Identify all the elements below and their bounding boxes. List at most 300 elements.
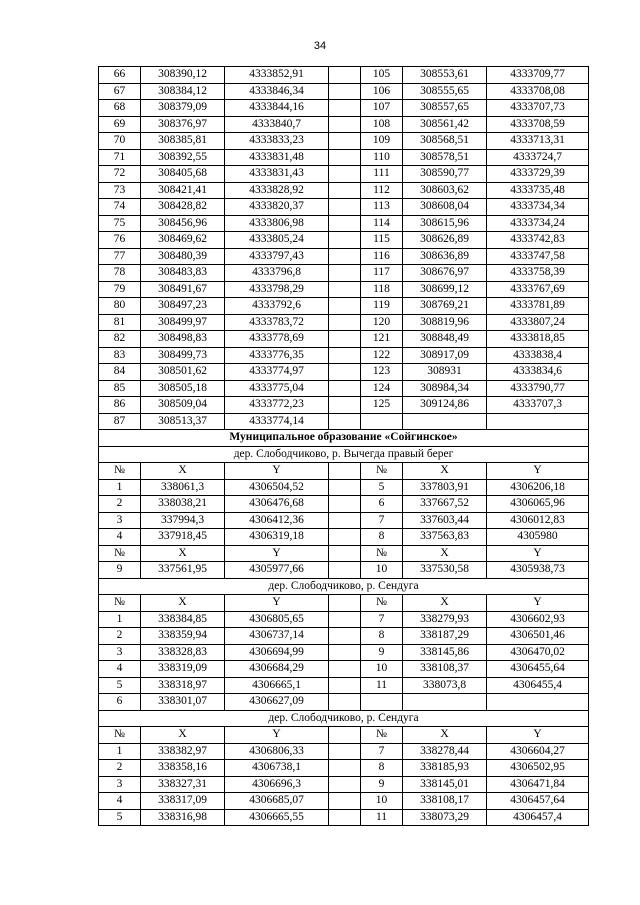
separator-cell — [329, 644, 361, 661]
column-header: № — [361, 463, 403, 480]
separator-cell — [329, 215, 361, 232]
table-cell: 308499,73 — [141, 347, 225, 364]
table-cell: 4333852,91 — [225, 67, 329, 84]
table-row — [99, 166, 589, 183]
table-cell: 308469,62 — [141, 232, 225, 249]
table-cell — [361, 694, 403, 711]
table-cell: 3 — [99, 644, 141, 661]
table-row — [99, 776, 589, 793]
column-header: № — [99, 595, 141, 612]
table-cell: 338061,3 — [141, 479, 225, 496]
column-header: X — [403, 595, 487, 612]
table-row — [99, 347, 589, 364]
table-cell: 4333818,85 — [487, 331, 589, 348]
table-cell: 79 — [99, 281, 141, 298]
table-row — [99, 116, 589, 133]
table-cell: 4333742,83 — [487, 232, 589, 249]
section-title — [99, 710, 589, 727]
table-cell: 308603,62 — [403, 182, 487, 199]
table-cell: 5 — [99, 677, 141, 694]
table-cell: 338187,29 — [403, 628, 487, 645]
table-cell: 4333767,69 — [487, 281, 589, 298]
separator-cell — [329, 314, 361, 331]
table-cell: 3 — [99, 776, 141, 793]
separator-cell — [329, 397, 361, 414]
table-cell: 338073,8 — [403, 677, 487, 694]
table-cell: 308456,96 — [141, 215, 225, 232]
table-cell: 69 — [99, 116, 141, 133]
separator-cell — [329, 199, 361, 216]
table-cell: 1 — [99, 479, 141, 496]
table-cell: 4333790,77 — [487, 380, 589, 397]
separator-cell — [329, 595, 361, 612]
table-cell: 4333724,7 — [487, 149, 589, 166]
table-cell: 308480,39 — [141, 248, 225, 265]
table-cell: 338073,29 — [403, 809, 487, 826]
column-header-row — [99, 595, 589, 612]
table-row — [99, 149, 589, 166]
table-cell: 87 — [99, 413, 141, 430]
column-header: X — [141, 727, 225, 744]
separator-cell — [329, 298, 361, 315]
table-cell: 82 — [99, 331, 141, 348]
table-cell: 84 — [99, 364, 141, 381]
table-cell: 86 — [99, 397, 141, 414]
column-header: X — [141, 463, 225, 480]
table-cell: 67 — [99, 83, 141, 100]
column-header: Y — [225, 595, 329, 612]
table-cell: 4333807,24 — [487, 314, 589, 331]
table-cell: 338317,09 — [141, 793, 225, 810]
table-row — [99, 529, 589, 546]
table-cell: 4333735,48 — [487, 182, 589, 199]
table-cell: 6 — [99, 694, 141, 711]
column-header: Y — [225, 727, 329, 744]
table-cell: 125 — [361, 397, 403, 414]
table-cell: 9 — [361, 776, 403, 793]
section-title-cell: дер. Слободчиково, р. Вычегда правый берег — [99, 446, 589, 463]
table-cell: 117 — [361, 265, 403, 282]
column-header: Y — [487, 595, 589, 612]
table-cell: 105 — [361, 67, 403, 84]
table-cell: 308376,97 — [141, 116, 225, 133]
table-cell: 108 — [361, 116, 403, 133]
table-cell: 4306504,52 — [225, 479, 329, 496]
table-cell: 337561,95 — [141, 562, 225, 579]
separator-cell — [329, 677, 361, 694]
table-row — [99, 314, 589, 331]
table-cell: 4333831,48 — [225, 149, 329, 166]
table-cell: 308676,97 — [403, 265, 487, 282]
separator-cell — [329, 694, 361, 711]
table-cell: 112 — [361, 182, 403, 199]
column-header: Y — [225, 463, 329, 480]
table-cell: 308699,12 — [403, 281, 487, 298]
table-cell: 4306627,09 — [225, 694, 329, 711]
separator-cell — [329, 661, 361, 678]
table-row — [99, 67, 589, 84]
table-cell: 308578,51 — [403, 149, 487, 166]
table-cell: 308498,83 — [141, 331, 225, 348]
table-cell: 337803,91 — [403, 479, 487, 496]
table-cell: 308769,21 — [403, 298, 487, 315]
table-cell: 308390,12 — [141, 67, 225, 84]
table-cell: 338278,44 — [403, 743, 487, 760]
table-cell: 338145,86 — [403, 644, 487, 661]
table-cell: 4333783,72 — [225, 314, 329, 331]
table-cell: 124 — [361, 380, 403, 397]
table-cell: 308819,96 — [403, 314, 487, 331]
table-cell: 4306501,46 — [487, 628, 589, 645]
table-cell: 4333806,98 — [225, 215, 329, 232]
table-cell: 2 — [99, 496, 141, 513]
table-cell: 4333792,6 — [225, 298, 329, 315]
table-cell: 4306206,18 — [487, 479, 589, 496]
table-cell: 11 — [361, 809, 403, 826]
table-cell: 308608,04 — [403, 199, 487, 216]
table-cell: 337530,58 — [403, 562, 487, 579]
table-cell: 4333834,6 — [487, 364, 589, 381]
separator-cell — [329, 611, 361, 628]
table-cell: 308509,04 — [141, 397, 225, 414]
table-cell: 4333774,14 — [225, 413, 329, 430]
column-header-row — [99, 463, 589, 480]
column-header: X — [141, 545, 225, 562]
table-cell: 4333831,43 — [225, 166, 329, 183]
table-row — [99, 760, 589, 777]
table-cell: 4 — [99, 529, 141, 546]
table-cell: 308505,18 — [141, 380, 225, 397]
separator-cell — [329, 760, 361, 777]
table-cell: 4306455,64 — [487, 661, 589, 678]
table-cell: 8 — [361, 628, 403, 645]
table-row — [99, 644, 589, 661]
table-cell: 308590,77 — [403, 166, 487, 183]
table-row — [99, 397, 589, 414]
table-cell: 308626,89 — [403, 232, 487, 249]
column-header: X — [403, 545, 487, 562]
table-cell: 113 — [361, 199, 403, 216]
table-cell: 9 — [361, 644, 403, 661]
table-cell: 308917,09 — [403, 347, 487, 364]
table-cell: 337918,45 — [141, 529, 225, 546]
table-cell: 2 — [99, 628, 141, 645]
table-row — [99, 83, 589, 100]
separator-cell — [329, 463, 361, 480]
table-cell: 4333776,35 — [225, 347, 329, 364]
table-cell: 7 — [361, 512, 403, 529]
table-cell: 4306694,99 — [225, 644, 329, 661]
table-cell: 4333838,4 — [487, 347, 589, 364]
table-cell: 338327,31 — [141, 776, 225, 793]
table-row — [99, 562, 589, 579]
section-title — [99, 446, 589, 463]
table-cell: 6 — [361, 496, 403, 513]
separator-cell — [329, 248, 361, 265]
table-cell: 119 — [361, 298, 403, 315]
table-cell: 120 — [361, 314, 403, 331]
table-cell: 308385,81 — [141, 133, 225, 150]
separator-cell — [329, 727, 361, 744]
table-cell: 4306665,55 — [225, 809, 329, 826]
separator-cell — [329, 413, 361, 430]
table-cell: 4333798,29 — [225, 281, 329, 298]
separator-cell — [329, 331, 361, 348]
separator-cell — [329, 364, 361, 381]
table-cell: 4306685,07 — [225, 793, 329, 810]
table-cell: 338316,98 — [141, 809, 225, 826]
separator-cell — [329, 776, 361, 793]
table-cell: 4306455,4 — [487, 677, 589, 694]
table-cell: 4306602,93 — [487, 611, 589, 628]
table-cell: 85 — [99, 380, 141, 397]
table-row — [99, 281, 589, 298]
table-cell: 308568,51 — [403, 133, 487, 150]
table-row — [99, 413, 589, 430]
table-cell: 4333707,73 — [487, 100, 589, 117]
table-cell: 4333708,08 — [487, 83, 589, 100]
table-cell: 4333713,31 — [487, 133, 589, 150]
table-cell: 338279,93 — [403, 611, 487, 628]
table-cell — [403, 694, 487, 711]
table-cell: 4333775,04 — [225, 380, 329, 397]
column-header-row — [99, 545, 589, 562]
table-row — [99, 496, 589, 513]
table-row — [99, 611, 589, 628]
separator-cell — [329, 809, 361, 826]
table-cell: 4306665,1 — [225, 677, 329, 694]
table-cell: 308405,68 — [141, 166, 225, 183]
column-header: № — [99, 463, 141, 480]
table-cell: 308384,12 — [141, 83, 225, 100]
separator-cell — [329, 545, 361, 562]
table-cell: 73 — [99, 182, 141, 199]
column-header: Y — [487, 463, 589, 480]
column-header: № — [99, 545, 141, 562]
table-cell: 8 — [361, 529, 403, 546]
table-cell: 308392,55 — [141, 149, 225, 166]
table-row — [99, 248, 589, 265]
table-row — [99, 809, 589, 826]
table-cell: 4306684,29 — [225, 661, 329, 678]
table-cell: 4306502,95 — [487, 760, 589, 777]
table-row — [99, 694, 589, 711]
table-cell: 4306065,96 — [487, 496, 589, 513]
table-row — [99, 380, 589, 397]
table-cell — [361, 413, 403, 430]
table-cell: 1 — [99, 743, 141, 760]
table-cell: 115 — [361, 232, 403, 249]
table-cell: 81 — [99, 314, 141, 331]
table-cell: 338319,09 — [141, 661, 225, 678]
table-cell: 116 — [361, 248, 403, 265]
table-cell: 4306470,02 — [487, 644, 589, 661]
table-cell: 4306457,4 — [487, 809, 589, 826]
table-cell: 4305938,73 — [487, 562, 589, 579]
table-cell: 338108,17 — [403, 793, 487, 810]
table-row — [99, 677, 589, 694]
table-cell: 337563,83 — [403, 529, 487, 546]
column-header: Y — [487, 545, 589, 562]
table-cell: 4333846,34 — [225, 83, 329, 100]
separator-cell — [329, 232, 361, 249]
table-cell: 338359,94 — [141, 628, 225, 645]
table-cell: 1 — [99, 611, 141, 628]
table-cell: 4306805,65 — [225, 611, 329, 628]
section-title — [99, 578, 589, 595]
table-cell: 4306471,84 — [487, 776, 589, 793]
table-cell: 75 — [99, 215, 141, 232]
table-row — [99, 743, 589, 760]
table-cell: 308497,23 — [141, 298, 225, 315]
table-cell: 4333734,34 — [487, 199, 589, 216]
table-cell: 4306412,36 — [225, 512, 329, 529]
separator-cell — [329, 793, 361, 810]
table-cell: 4306738,1 — [225, 760, 329, 777]
table-cell: 74 — [99, 199, 141, 216]
table-cell: 338328,83 — [141, 644, 225, 661]
table-row — [99, 215, 589, 232]
column-header: Y — [225, 545, 329, 562]
table-cell: 338318,97 — [141, 677, 225, 694]
table-cell: 308984,34 — [403, 380, 487, 397]
separator-cell — [329, 100, 361, 117]
table-cell: 83 — [99, 347, 141, 364]
table-cell: 308491,67 — [141, 281, 225, 298]
table-cell: 338108,37 — [403, 661, 487, 678]
table-cell: 308483,83 — [141, 265, 225, 282]
table-row — [99, 100, 589, 117]
table-cell: 4333729,39 — [487, 166, 589, 183]
table-cell: 4333820,37 — [225, 199, 329, 216]
column-header: X — [141, 595, 225, 612]
municipality-title-cell: Муниципальное образование «Сойгинское» — [99, 430, 589, 447]
table-cell: 4306737,14 — [225, 628, 329, 645]
table-cell: 338301,07 — [141, 694, 225, 711]
table-cell: 4306604,27 — [487, 743, 589, 760]
table-cell: 338382,97 — [141, 743, 225, 760]
table-cell: 72 — [99, 166, 141, 183]
coordinates-table — [98, 66, 589, 826]
table-cell: 4333707,3 — [487, 397, 589, 414]
table-cell: 338145,01 — [403, 776, 487, 793]
table-cell: 10 — [361, 562, 403, 579]
table-cell: 308615,96 — [403, 215, 487, 232]
table-cell: 71 — [99, 149, 141, 166]
table-cell: 4333840,7 — [225, 116, 329, 133]
table-cell: 308636,89 — [403, 248, 487, 265]
table-cell: 308421,41 — [141, 182, 225, 199]
table-cell: 5 — [361, 479, 403, 496]
table-cell: 338384,85 — [141, 611, 225, 628]
table-cell: 5 — [99, 809, 141, 826]
column-header: X — [403, 727, 487, 744]
table-cell: 309124,86 — [403, 397, 487, 414]
separator-cell — [329, 166, 361, 183]
table-cell: 308501,62 — [141, 364, 225, 381]
table-cell: 68 — [99, 100, 141, 117]
table-cell: 4333778,69 — [225, 331, 329, 348]
table-cell: 3 — [99, 512, 141, 529]
table-cell: 118 — [361, 281, 403, 298]
table-cell: 66 — [99, 67, 141, 84]
table-cell: 4305977,66 — [225, 562, 329, 579]
table-cell: 4306696,3 — [225, 776, 329, 793]
table-cell — [487, 413, 589, 430]
table-cell: 10 — [361, 793, 403, 810]
separator-cell — [329, 562, 361, 579]
table-cell: 4333805,24 — [225, 232, 329, 249]
table-cell: 4306457,64 — [487, 793, 589, 810]
column-header: № — [361, 727, 403, 744]
table-cell: 10 — [361, 661, 403, 678]
table-cell: 4305980 — [487, 529, 589, 546]
table-cell: 4333734,24 — [487, 215, 589, 232]
table-cell: 109 — [361, 133, 403, 150]
table-cell: 308848,49 — [403, 331, 487, 348]
table-cell: 80 — [99, 298, 141, 315]
separator-cell — [329, 628, 361, 645]
table-cell — [487, 694, 589, 711]
table-cell: 4333828,92 — [225, 182, 329, 199]
table-cell: 9 — [99, 562, 141, 579]
separator-cell — [329, 529, 361, 546]
table-cell: 7 — [361, 611, 403, 628]
table-row — [99, 479, 589, 496]
table-cell: 4333797,43 — [225, 248, 329, 265]
table-cell: 123 — [361, 364, 403, 381]
table-cell: 11 — [361, 677, 403, 694]
separator-cell — [329, 496, 361, 513]
table-row — [99, 133, 589, 150]
table-cell: 4333796,8 — [225, 265, 329, 282]
table-cell: 77 — [99, 248, 141, 265]
table-cell: 337603,44 — [403, 512, 487, 529]
separator-cell — [329, 512, 361, 529]
table-cell: 338038,21 — [141, 496, 225, 513]
column-header: № — [361, 545, 403, 562]
table-cell: 4306476,68 — [225, 496, 329, 513]
table-row — [99, 182, 589, 199]
table-cell: 107 — [361, 100, 403, 117]
table-cell: 4333833,23 — [225, 133, 329, 150]
section-title-cell: дер. Слободчиково, р. Сендуга — [99, 710, 589, 727]
table-cell: 122 — [361, 347, 403, 364]
separator-cell — [329, 743, 361, 760]
table-cell: 308557,65 — [403, 100, 487, 117]
separator-cell — [329, 479, 361, 496]
table-cell: 4306806,33 — [225, 743, 329, 760]
separator-cell — [329, 347, 361, 364]
separator-cell — [329, 149, 361, 166]
table-cell: 76 — [99, 232, 141, 249]
table-row — [99, 661, 589, 678]
table-cell — [403, 413, 487, 430]
column-header: X — [403, 463, 487, 480]
table-cell: 308499,97 — [141, 314, 225, 331]
table-cell: 110 — [361, 149, 403, 166]
table-row — [99, 793, 589, 810]
table-cell: 4333781,89 — [487, 298, 589, 315]
column-header: Y — [487, 727, 589, 744]
table-cell: 4333774,97 — [225, 364, 329, 381]
table-cell: 337994,3 — [141, 512, 225, 529]
table-row — [99, 512, 589, 529]
table-cell: 4 — [99, 661, 141, 678]
table-cell: 4333747,58 — [487, 248, 589, 265]
separator-cell — [329, 380, 361, 397]
table-cell: 121 — [361, 331, 403, 348]
